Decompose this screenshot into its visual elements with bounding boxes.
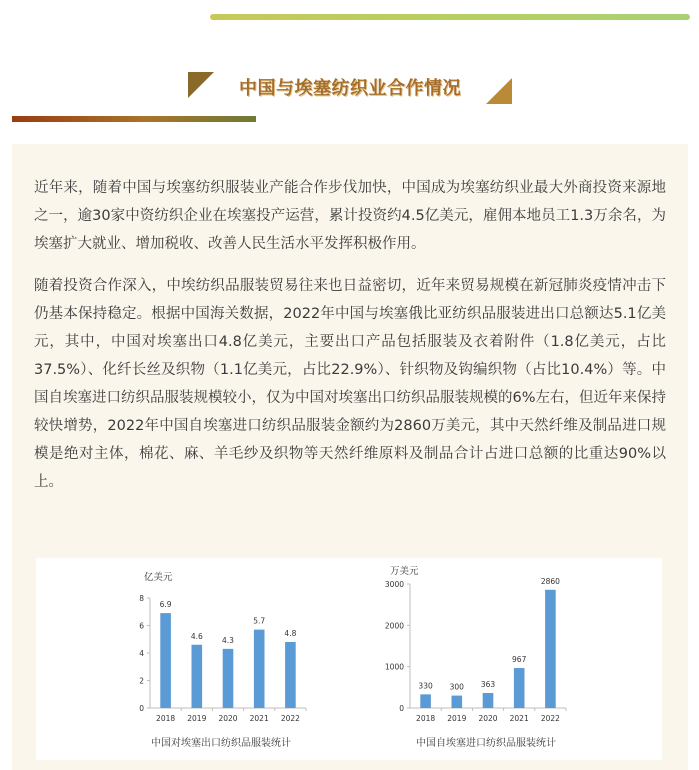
y-tick-label: 0 — [139, 704, 144, 713]
bar-2019 — [451, 696, 462, 708]
y-tick-label: 1000 — [384, 662, 404, 672]
x-tick-label-2018: 2018 — [156, 714, 176, 723]
y-tick-label: 4 — [139, 649, 144, 658]
section-title-banner — [188, 72, 512, 102]
y-tick-label: 3000 — [384, 580, 404, 589]
y-tick-label: 2000 — [384, 621, 404, 631]
bar-2020 — [483, 693, 494, 708]
bar-2019 — [191, 645, 202, 708]
data-label-2022: 2860 — [540, 576, 560, 586]
import-chart-svg — [366, 558, 616, 760]
x-tick-label-2018: 2018 — [416, 714, 436, 723]
y-unit-label: 亿美元 — [144, 572, 173, 583]
x-tick-label-2021: 2021 — [249, 714, 269, 723]
data-label-2018: 6.9 — [159, 600, 172, 610]
y-tick-label: 0 — [399, 704, 404, 713]
title-underline-bar — [12, 116, 256, 122]
bar-2021 — [254, 630, 265, 708]
title-right-ornament — [486, 78, 512, 104]
paragraph-trade: 随着投资合作深入，中埃纺织品服装贸易往来也日益密切，近年来贸易规模在新冠肺炎疫情冲击下仍基本保持稳定。根据中国海关数据，2022年中国与埃塞俄比亚纺织品服装进出口总额达5.1亿美元，其中，中国对埃塞出口4.8亿美元，主要出口产品包括服装及衣着附件（1.8亿美元，占比37.5%）、化纤长丝及织物（1.1亿美元，占比22.9%）、针织物及钩编织物（占比10.4%）等。中国自埃塞进口纺织品服装规模较小，仅为中国对埃塞出口纺织品服装规模的6%左右，但近年来保持较快增势，2022年中国自埃塞进口纺织品服装金额约为2860万美元，其中天然纤维及制品进口规模是绝对主体，棉花、麻、羊毛纱及织物等天然纤维原料及制品合计占进口总额的比重达90%以上。 — [34, 278, 666, 490]
bar-2022 — [285, 642, 296, 708]
charts-container — [36, 558, 662, 760]
section-title: 中国与埃塞纺织业合作情况 — [239, 78, 461, 99]
bar-2018 — [160, 613, 171, 708]
import-chart — [366, 558, 616, 760]
x-tick-label-2020: 2020 — [218, 714, 238, 723]
y-tick-label: 2 — [139, 676, 144, 686]
x-tick-label-2020: 2020 — [478, 714, 498, 723]
title-left-ornament — [188, 72, 214, 98]
x-tick-label-2022: 2022 — [540, 714, 560, 723]
data-label-2019: 4.6 — [190, 631, 203, 641]
data-label-2021: 5.7 — [253, 616, 266, 626]
import-chart-caption: 中国自埃塞进口纺织品服装统计 — [416, 738, 556, 749]
y-tick-label: 8 — [139, 594, 144, 603]
data-label-2019: 300 — [449, 682, 464, 692]
x-tick-label-2021: 2021 — [509, 714, 529, 723]
paragraph-investment: 近年来，随着中国与埃塞纺织服装业产能合作步伐加快，中国成为埃塞纺织业最大外商投资来源地之一，逾30家中资纺织企业在埃塞投产运营，累计投资约4.5亿美元，雇佣本地员工1.3万余名，为埃塞扩大就业、增加税收、改善人民生活水平发挥积极作用。 — [34, 180, 666, 252]
top-decorative-bar — [210, 14, 690, 20]
x-tick-label-2019: 2019 — [187, 714, 207, 723]
data-label-2020: 363 — [480, 679, 496, 689]
export-chart-caption: 中国对埃塞出口纺织品服装统计 — [151, 738, 291, 749]
x-tick-label-2019: 2019 — [447, 714, 467, 723]
data-label-2022: 4.8 — [284, 629, 297, 638]
data-label-2021: 967 — [512, 655, 527, 665]
bar-2018 — [420, 694, 431, 708]
bar-2021 — [514, 668, 525, 708]
export-chart-svg — [106, 558, 356, 760]
x-tick-label-2022: 2022 — [280, 714, 300, 723]
data-label-2018: 330 — [418, 681, 433, 691]
data-label-2020: 4.3 — [222, 635, 234, 645]
y-unit-label: 万美元 — [390, 566, 419, 577]
y-tick-label: 6 — [139, 621, 144, 631]
content-panel — [12, 144, 688, 770]
bar-2022 — [545, 590, 556, 708]
export-chart — [106, 558, 356, 760]
bar-2020 — [223, 649, 234, 708]
